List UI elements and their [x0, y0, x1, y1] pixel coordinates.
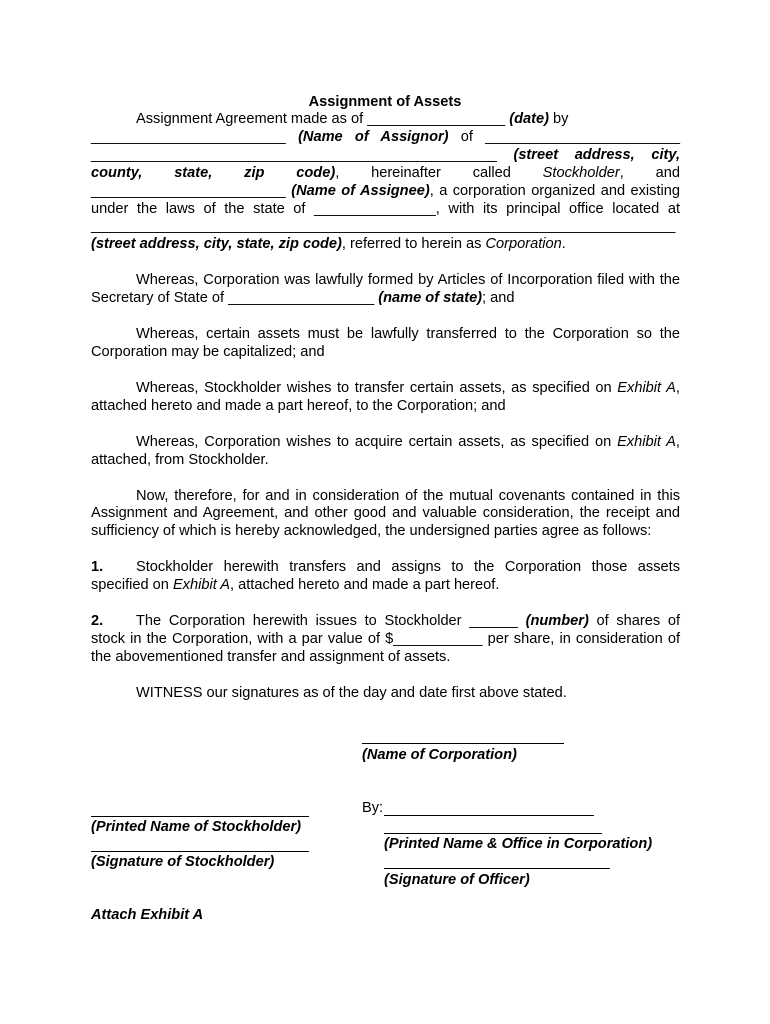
clause-number: 1.	[91, 559, 104, 576]
signature-stockholder-label: (Signature of Stockholder)	[91, 854, 275, 870]
exhibit-reference: Exhibit A	[172, 577, 231, 594]
by-label: By:	[362, 800, 384, 816]
whereas-text: Whereas, Corporation was lawfully formed by Articles of Incorporation filed with the Secretary of State of __________________	[91, 272, 680, 307]
corporation-name-line	[362, 743, 564, 744]
clause-text: Stockholder herewith transfers and assigns to the Corporation those assets specified on	[91, 559, 680, 594]
intro-text: , and	[619, 164, 680, 181]
exhibit-reference: Exhibit A	[617, 433, 676, 450]
whereas-text: , attached hereto and made a part hereof, to the Corporation; and	[91, 379, 680, 414]
document-title: Assignment of Assets	[308, 94, 462, 110]
now-therefore-paragraph: Now, therefore, for and in consideration of the mutual covenants contained in this Assignment and Agreement, and other good and valuable consideration, the receipt and sufficiency of which is hereby acknowledged, the undersigned parties agree as follows:	[91, 487, 680, 540]
intro-text: , hereinafter called	[335, 164, 543, 181]
intro-text: , a corporation organized and existing under the laws of the state of _______________, with its principal office located at ________________________________________________________________________	[91, 182, 680, 235]
whereas-text: , attached, from Stockholder.	[91, 433, 680, 468]
street-address-field-label: (street address, city, county, state, zip code)	[91, 146, 681, 181]
whereas-paragraph-4	[91, 434, 680, 470]
state-field-label: (name of state)	[378, 290, 483, 307]
printed-name-stockholder-label: (Printed Name of Stockholder)	[91, 819, 302, 835]
by-signature-line	[384, 815, 594, 816]
intro-text: by	[548, 111, 569, 127]
intro-text: of ________________________	[448, 128, 681, 145]
document-body	[91, 111, 680, 703]
intro-text: __________________________________________________	[91, 146, 514, 163]
stockholder-term: Stockholder	[542, 164, 620, 181]
corporation-term: Corporation	[485, 236, 562, 253]
intro-text: Assignment Agreement made as of _________________	[136, 111, 510, 127]
whereas-text: ; and	[482, 290, 515, 307]
whereas-paragraph-1	[91, 272, 680, 308]
assignor-field-label: (Name of Assignor)	[298, 128, 449, 145]
signature-stockholder-line	[91, 851, 309, 852]
exhibit-reference: Exhibit A	[617, 379, 676, 396]
intro-text: , referred to herein as	[341, 236, 486, 253]
whereas-text: Whereas, Corporation wishes to acquire certain assets, as specified on	[136, 433, 618, 450]
intro-text: ________________________	[91, 128, 299, 145]
clause-text: , attached hereto and made a part hereof.	[230, 577, 500, 594]
clause-text: The Corporation herewith issues to Stockholder ______	[136, 613, 526, 630]
signature-officer-label: (Signature of Officer)	[384, 872, 530, 888]
witness-paragraph: WITNESS our signatures as of the day and date first above stated.	[136, 684, 567, 701]
intro-paragraph	[91, 111, 680, 254]
printed-name-stockholder-line	[91, 816, 309, 817]
clause-1	[91, 559, 680, 595]
clause-2	[91, 613, 680, 667]
whereas-paragraph-2: Whereas, certain assets must be lawfully transferred to the Corporation so the Corporation may be capitalized; and	[91, 326, 680, 360]
number-field-label: (number)	[525, 613, 589, 630]
whereas-text: Whereas, Stockholder wishes to transfer certain assets, as specified on	[136, 379, 618, 396]
intro-text: .	[561, 236, 566, 253]
corporation-name-label: (Name of Corporation)	[362, 747, 517, 763]
printed-name-office-label: (Printed Name & Office in Corporation)	[384, 836, 653, 852]
assignee-field-label: (Name of Assignee)	[291, 182, 430, 199]
whereas-paragraph-3	[91, 380, 680, 416]
printed-name-office-line	[384, 833, 602, 834]
attach-exhibit-note: Attach Exhibit A	[91, 907, 204, 923]
office-address-field-label: (street address, city, state, zip code)	[91, 236, 342, 253]
signature-officer-line	[384, 868, 610, 869]
intro-text: ________________________	[91, 182, 292, 199]
clause-text: of shares of stock in the Corporation, with a par value of $___________ per share, in consideration of the abovementioned transfer and assignment of assets.	[91, 613, 680, 665]
clause-number: 2.	[91, 613, 104, 630]
date-field-label: (date)	[509, 111, 549, 127]
